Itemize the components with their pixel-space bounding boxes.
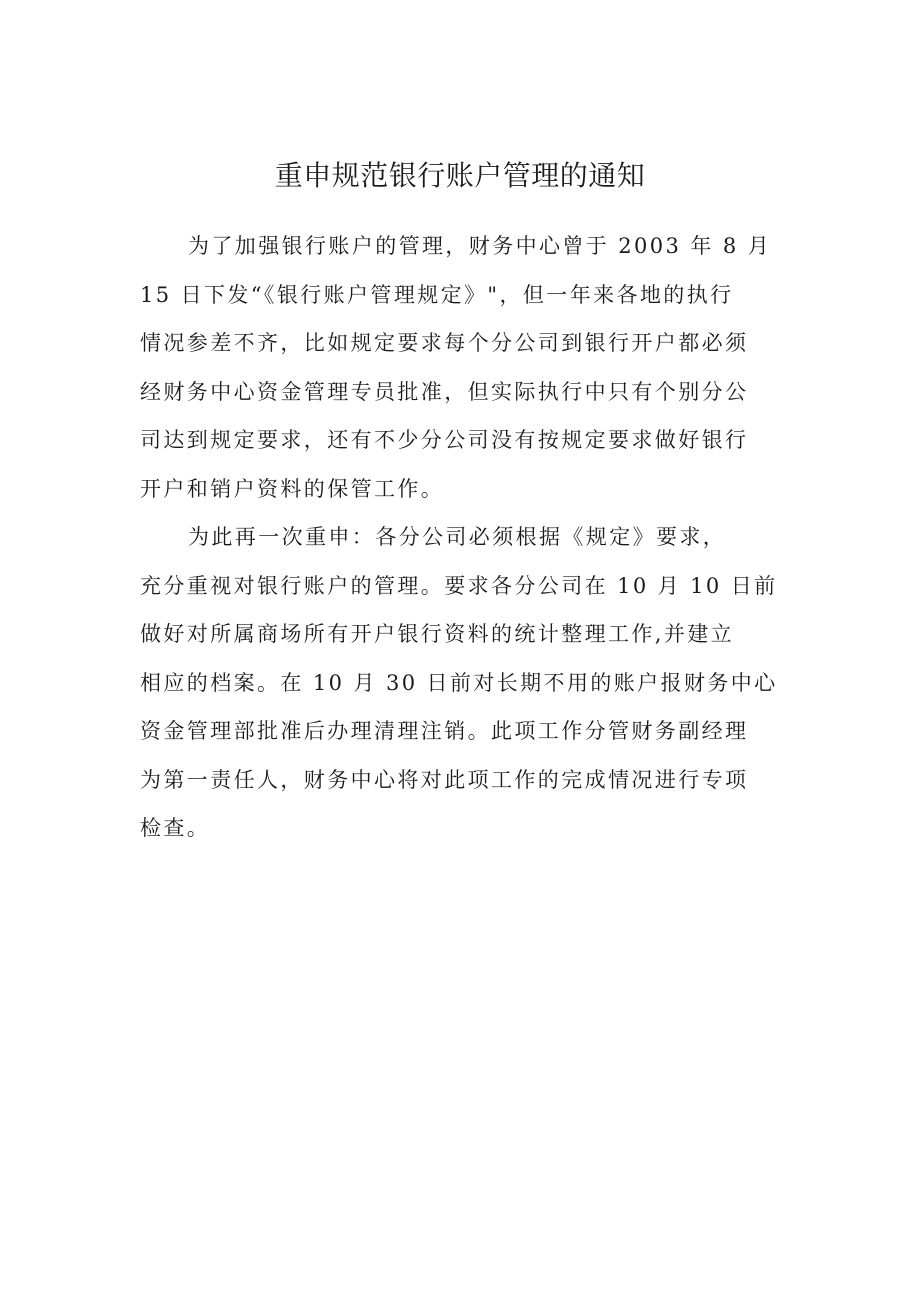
text-line: 司达到规定要求，还有不少分公司没有按规定要求做好银行 [140,428,749,452]
text-line: 检查。 [140,816,211,840]
document-title: 重申规范银行账户管理的通知 [274,159,646,192]
text-line: 为了加强银行账户的管理，财务中心曾于 2003 年 8 月 [188,234,772,258]
text-line: 相应的档案。在 10 月 30 日前对长期不用的账户报财务中心 [140,670,778,695]
text-line: 为此再一次重申：各分公司必须根据《规定》要求， [188,525,727,549]
text-line: 情况参差不齐，比如规定要求每个分公司到银行开户都必须 [140,331,749,355]
document-body [140,222,778,853]
text-line: 15 日下发“《银行账户管理规定》"，但一年来各地的执行 [140,282,734,307]
text-line: 为第一责任人，财务中心将对此项工作的完成情况进行专项 [140,767,749,792]
text-line: 充分重视对银行账户的管理。要求各分公司在 10 月 10 日前 [140,573,778,598]
text-line: 经财务中心资金管理专员批准，但实际执行中只有个别分公 [140,379,749,404]
text-line: 做好对所属商场所有开户银行资料的统计整理工作,并建立 [140,622,735,646]
paragraph-1 [140,222,772,513]
text-line: 资金管理部批准后办理清理注销。此项工作分管财务副经理 [140,719,749,743]
text-line: 开户和销户资料的保管工作。 [140,476,445,501]
paragraph-2 [140,513,778,853]
